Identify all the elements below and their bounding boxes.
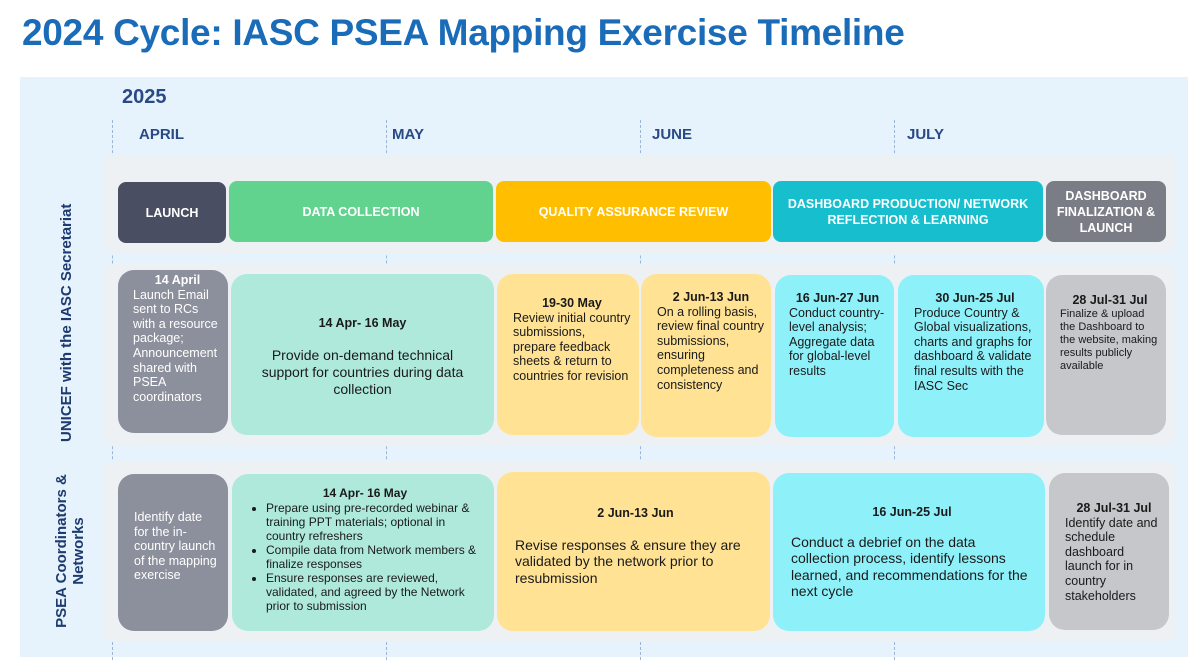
card-data-collection-unicef [231,274,494,435]
card-body: Conduct country-level analysis; Aggregate data for global-level results [789,305,885,378]
card-body: Identify date and schedule dashboard launch for in country stakeholders [1065,515,1158,603]
card-data-collection-psea [232,474,494,631]
card-heading: 14 April [154,273,201,287]
row-label-psea: PSEA Coordinators & Networks [53,474,87,628]
year-label: 2025 [122,86,167,108]
card-heading: 2 Jun-13 Jun [597,506,674,520]
card-heading: 14 Apr- 16 May [322,486,408,500]
card-launch-unicef [118,270,228,433]
phase-dashboard-finalization: DASHBOARD FINALIZATION & LAUNCH [1046,181,1166,242]
phase-data-collection: DATA COLLECTION [229,181,493,242]
card-heading: 28 Jul-31 Jul [1076,501,1152,515]
bullet-list [246,501,484,613]
list-item: • Ensure responses are reviewed, validated, and agreed by the Network prior to submission [266,571,484,613]
month-june: JUNE [652,126,693,143]
card-heading: 14 Apr- 16 May [318,316,407,330]
month-may: MAY [392,126,424,143]
month-july: JULY [907,126,944,143]
card-launch-psea [118,474,228,631]
card-body: Launch Email sent to RCs with a resource package; Announcement shared with PSEA coordinators [133,287,218,404]
card-body: Revise responses & ensure they are validated by the network prior to resubmission [515,536,741,586]
list-item: • Prepare using pre-recorded webinar & training PPT materials; optional in country refreshers [266,501,484,543]
card-heading: 28 Jul-31 Jul [1072,293,1148,307]
card-heading: 2 Jun-13 Jun [672,290,750,304]
month-april: APRIL [139,126,184,143]
card-revise-responses [497,472,770,631]
page-title: 2024 Cycle: IASC PSEA Mapping Exercise Timeline [22,12,905,53]
phase-quality-assurance-review: QUALITY ASSURANCE REVIEW [496,181,771,242]
card-debrief [773,473,1045,631]
phase-launch: LAUNCH [118,182,226,243]
row-label-unicef: UNICEF with the IASC Secretariat [58,203,75,442]
card-visualizations [898,275,1044,437]
list-item: • Compile data from Network members & finalize responses [266,543,484,571]
card-heading: 30 Jun-25 Jul [935,291,1015,305]
card-body: Produce Country & Global visualizations, charts and graphs for dashboard & validate final results with the IASC Sec [914,305,1033,393]
card-qa-review-final [641,274,771,437]
card-body: Finalize & upload the Dashboard to the website, making results publicly available [1060,307,1158,372]
card-schedule-launch [1049,473,1169,630]
card-heading: 19-30 May [542,296,602,310]
phase-dashboard-production: DASHBOARD PRODUCTION/ NETWORK REFLECTION & LEARNING [773,181,1043,242]
card-body: Conduct a debrief on the data collection process, identify lessons learned, and recommendations for the next cycle [791,533,1028,600]
card-heading: 16 Jun-25 Jul [872,505,952,519]
card-body: On a rolling basis, review final country submissions, ensuring completeness and consistency [657,304,764,392]
card-heading: 16 Jun-27 Jun [795,291,880,305]
card-body: Review initial country submissions, prepare feedback sheets & return to countries for revision [513,310,631,383]
card-analysis [775,275,894,437]
card-body: Provide on-demand technical support for countries during data collection [261,346,464,397]
card-qa-review-initial [497,274,639,435]
card-body: Identify date for the in-country launch of the mapping exercise [134,510,217,583]
card-finalize-upload [1046,275,1166,435]
